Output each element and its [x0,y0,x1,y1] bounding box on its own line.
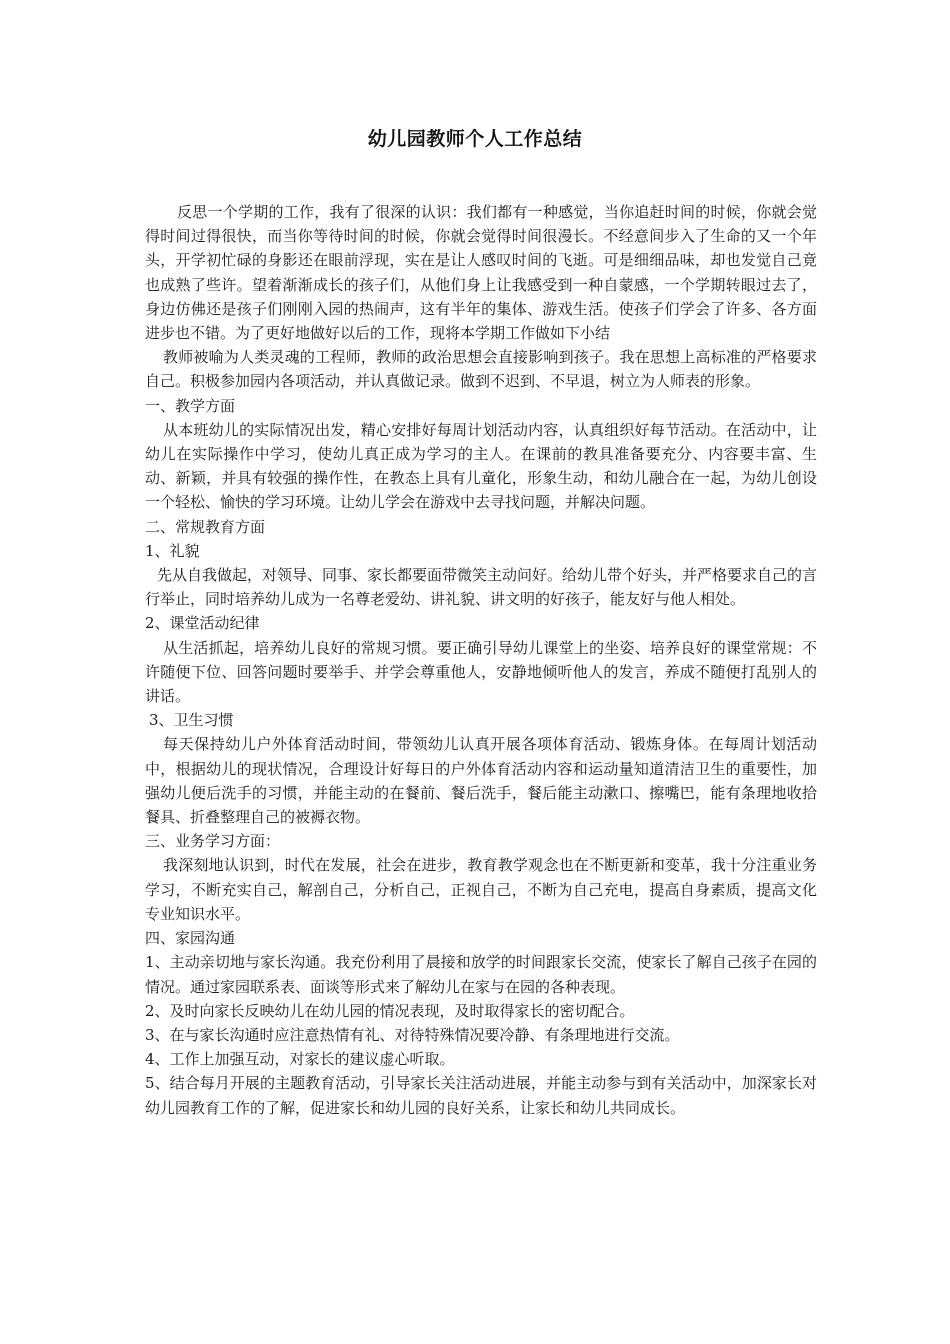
section-heading-teaching: 一、教学方面 [145,396,236,415]
section-heading-study: 三、业务学习方面： [145,832,281,851]
list-item-communication-5: 5、结合每月开展的主题教育活动，引导家长关注活动进展，并能主动参与到有关活动中，加深家长对幼儿园教育工作的了解，促进家长和幼儿园的良好关系，让家长和幼儿共同成长。 [145,1074,817,1117]
paragraph-manners: 先从自我做起，对领导、同事、家长都要面带微笑主动问好。给幼儿带个好头，并严格要求自己的言行举止，同时培养幼儿成为一名尊老爱幼、讲礼貌、讲文明的好孩子，能友好与他人相处。 [145,566,818,609]
list-item-communication-3: 3、在与家长沟通时应注意热情有礼、对待特殊情况要冷静、有条理地进行交流。 [145,1025,680,1044]
document-body [145,200,817,1120]
paragraph-teacher-ethics: 教师被喻为人类灵魂的工程师，教师的政治思想会直接影响到孩子。我在思想上高标准的严格要求自己。积极参加园内各项活动，并认真做记录。做到不迟到、不早退，树立为人师表的形象。 [145,348,817,391]
subheading-hygiene: 3、卫生习惯 [149,711,234,730]
paragraph-discipline: 从生活抓起，培养幼儿良好的常规习惯。要正确引导幼儿课堂上的坐姿、培养良好的课堂常规：不许随便下位、回答问题时要举手、并学会尊重他人，安静地倾听他人的发言，养成不随便打乱别人的讲话。 [145,638,817,706]
list-item-communication-1: 1、主动亲切地与家长沟通。我充份利用了晨接和放学的时间跟家长交流，使家长了解自己孩子在园的情况。通过家园联系表、面谈等形式来了解幼儿在家与在园的各种表现。 [145,953,817,996]
paragraph-hygiene: 每天保持幼儿户外体育活动时间，带领幼儿认真开展各项体育活动、锻炼身体。在每周计划活动中，根据幼儿的现状情况，合理设计好每日的户外体育活动内容和运动量知道清洁卫生的重要性，加强幼儿便后洗手的习惯，并能主动的在餐前、餐后洗手，餐后能主动漱口、擦嘴巴，能有条理地收拾餐具、折叠整理自己的被褥衣物。 [145,735,817,827]
intro-paragraph: 反思一个学期的工作，我有了很深的认识：我们都有一种感觉，当你追赶时间的时候，你就会觉得时间过得很快，而当你等待时间的时候，你就会觉得时间很漫长。不经意间步入了生命的又一个年头，开学初忙碌的身影还在眼前浮现，实在是让人感叹时间的飞逝。可是细细品味，却也发觉自己竟也成熟了些许。望着渐渐成长的孩子们，从他们身上让我感受到一种自蒙感，一个学期转眼过去了，身边仿佛还是孩子们刚刚入园的热闹声，这有半年的集体、游戏生活。使孩子们学会了许多、各方面进步也不错。为了更好地做好以后的工作，现将本学期工作做如下小结 [145,203,817,343]
subheading-discipline: 2、课堂活动纪律 [145,614,260,633]
paragraph-study: 我深刻地认识到，时代在发展，社会在进步，教育教学观念也在不断更新和变革，我十分注重业务学习，不断充实自己，解剖自己，分析自己，正视自己，不断为自己充电，提高自身素质，提高文化专业知识水平。 [145,856,817,923]
list-item-communication-2: 2、及时向家长反映幼儿在幼儿园的情况表现，及时取得家长的密切配合。 [145,1001,635,1020]
paragraph-teaching: 从本班幼儿的实际情况出发，精心安排好每周计划活动内容，认真组织好每节活动。在活动中，让幼儿在实际操作中学习，使幼儿真正成为学习的主人。在课前的教具准备要充分、内容要丰富、生动、新颖，并具有较强的操作性，在教态上具有儿童化，形象生动，和幼儿融合在一起，为幼儿创设一个轻松、愉快的学习环境。让幼儿学会在游戏中去寻找问题，并解决问题。 [145,420,817,512]
subheading-manners: 1、礼貌 [145,541,200,560]
list-item-communication-4: 4、工作上加强互动，对家长的建议虚心听取。 [145,1050,455,1069]
section-heading-home-school: 四、家园沟通 [145,929,236,948]
section-heading-routine: 二、常规教育方面 [145,517,266,536]
document-title: 幼儿园教师个人工作总结 [367,128,583,150]
